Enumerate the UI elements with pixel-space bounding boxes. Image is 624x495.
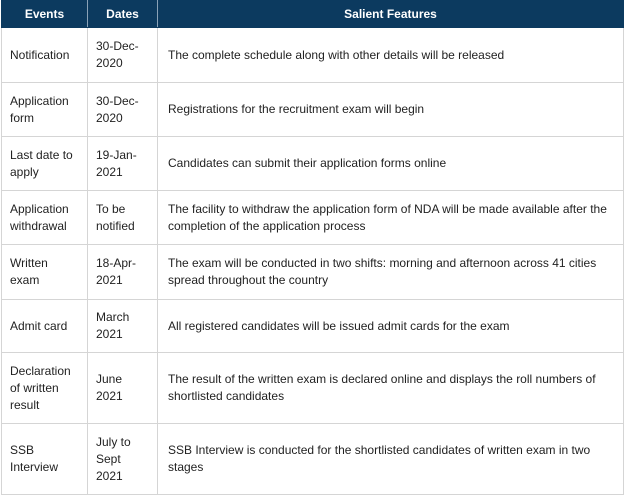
table-row	[2, 191, 624, 245]
table-row	[2, 137, 624, 191]
feature-cell: The facility to withdraw the application form of NDA will be made available after the completion of the application process	[158, 191, 624, 245]
feature-cell: The complete schedule along with other details will be released	[158, 28, 624, 83]
feature-cell: The result of the written exam is declared online and displays the roll numbers of shortlisted candidates	[158, 353, 624, 424]
header-row	[2, 1, 624, 28]
date-cell: June 2021	[88, 353, 158, 424]
table-row	[2, 83, 624, 137]
feature-cell: Candidates can submit their application forms online	[158, 137, 624, 191]
feature-cell: The exam will be conducted in two shifts: morning and afternoon across 41 cities spread throughout the country	[158, 245, 624, 300]
event-cell: SSB Interview	[2, 424, 88, 495]
date-cell: 30-Dec-2020	[88, 28, 158, 83]
table-header	[2, 1, 624, 28]
event-cell: Declaration of written result	[2, 353, 88, 424]
table-row	[2, 245, 624, 300]
date-cell: 30-Dec-2020	[88, 83, 158, 137]
feature-cell: Registrations for the recruitment exam will begin	[158, 83, 624, 137]
event-cell: Last date to apply	[2, 137, 88, 191]
header-salient-features: Salient Features	[158, 1, 624, 28]
date-cell: 18-Apr-2021	[88, 245, 158, 300]
table-body	[2, 28, 624, 495]
header-events: Events	[2, 1, 88, 28]
feature-cell: SSB Interview is conducted for the shortlisted candidates of written exam in two stages	[158, 424, 624, 495]
date-cell: 19-Jan-2021	[88, 137, 158, 191]
date-cell: To be notified	[88, 191, 158, 245]
event-cell: Written exam	[2, 245, 88, 300]
event-cell: Admit card	[2, 300, 88, 353]
table-row	[2, 424, 624, 495]
date-cell: March 2021	[88, 300, 158, 353]
date-cell: July to Sept 2021	[88, 424, 158, 495]
event-cell: Application withdrawal	[2, 191, 88, 245]
header-dates: Dates	[88, 1, 158, 28]
event-cell: Application form	[2, 83, 88, 137]
table-row	[2, 353, 624, 424]
table-row	[2, 28, 624, 83]
table-row	[2, 300, 624, 353]
feature-cell: All registered candidates will be issued admit cards for the exam	[158, 300, 624, 353]
schedule-table	[1, 0, 624, 495]
event-cell: Notification	[2, 28, 88, 83]
